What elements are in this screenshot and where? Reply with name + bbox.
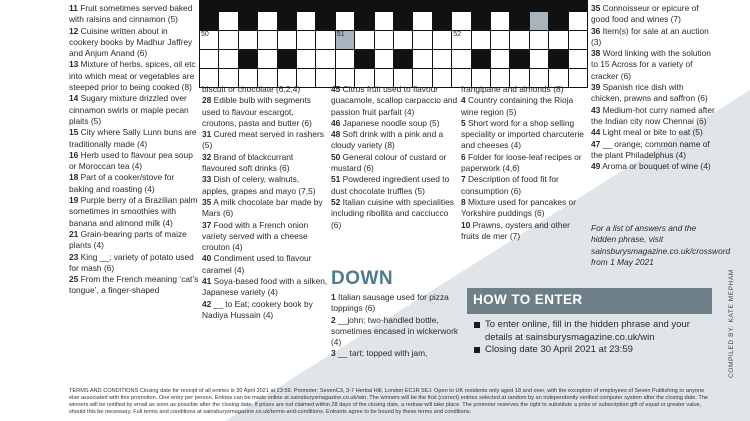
grid-cell[interactable] xyxy=(490,49,510,69)
clue xyxy=(591,161,715,172)
grid-cell[interactable] xyxy=(354,49,374,69)
clue xyxy=(202,174,328,197)
clue-number: 14 xyxy=(69,93,79,104)
grid-cell[interactable] xyxy=(548,49,568,69)
clue-text: Grain-bearing parts of maize plants (4) xyxy=(69,228,187,251)
clue-text: Short word for a shop selling speciality or imported charcuterie and cheeses (4) xyxy=(461,117,584,151)
clue xyxy=(202,197,328,220)
clue xyxy=(331,152,459,175)
clue-number: 2 xyxy=(331,314,336,325)
grid-cell[interactable] xyxy=(412,11,432,31)
clue-number: 8 xyxy=(461,196,466,207)
clue-number: 43 xyxy=(591,104,601,115)
clue xyxy=(69,127,199,150)
grid-cell[interactable] xyxy=(374,49,394,69)
grid-cell[interactable] xyxy=(568,49,588,69)
grid-cell[interactable] xyxy=(335,30,355,50)
clue-number: 11 xyxy=(69,3,78,13)
clue-text: Citrus fruit used to flavour guacamole, scallop carpaccio and passion fruit parfait (4) xyxy=(331,84,458,117)
clue xyxy=(461,152,589,175)
clue-text: Prawns, oysters and other fruits de mer (7) xyxy=(461,219,570,241)
clue-text: Dish of celery, walnuts, apples, grapes and mayo (7,5) xyxy=(202,174,316,196)
clue xyxy=(69,150,199,173)
clue-text: __ tart; topped with jam, xyxy=(338,348,428,359)
clue-number: 49 xyxy=(591,161,601,172)
grid-cell[interactable] xyxy=(315,49,335,69)
crossword-grid[interactable] xyxy=(199,0,591,82)
clue-text: Medium-hot curry named after the Indian city now Chennai (6) xyxy=(591,104,715,126)
grid-cell[interactable] xyxy=(490,11,510,31)
clue xyxy=(331,118,459,129)
grid-cell[interactable] xyxy=(432,49,452,69)
grid-cell[interactable] xyxy=(374,30,394,50)
grid-cell[interactable] xyxy=(257,49,277,69)
clue-number: 1 xyxy=(331,292,336,302)
clue xyxy=(591,105,715,128)
clue-number: 6 xyxy=(461,151,466,162)
grid-cell[interactable] xyxy=(238,30,258,50)
grid-cell[interactable] xyxy=(296,30,316,50)
grid-cell[interactable] xyxy=(238,11,258,31)
clue-number: 32 xyxy=(202,151,212,162)
clue-number: 25 xyxy=(69,274,79,285)
clue-number: 7 xyxy=(461,174,466,185)
clue-number: 16 xyxy=(69,149,79,160)
clue-text: Country containing the Rioja wine region (5) xyxy=(461,95,574,117)
clue xyxy=(69,3,199,26)
clues-column-2 xyxy=(202,84,328,321)
grid-cell[interactable] xyxy=(568,30,588,50)
clue-number: 41 xyxy=(202,276,212,287)
clue xyxy=(461,95,589,118)
clue-text: Aroma or bouquet of wine (4) xyxy=(602,161,711,172)
clue xyxy=(331,315,459,349)
clue-number: 10 xyxy=(461,219,471,230)
grid-cell[interactable] xyxy=(393,30,413,50)
clue xyxy=(331,197,459,231)
clue-text: __john; two-handled bottle, sometimes encased in wickerwork (4) xyxy=(331,314,459,348)
clue xyxy=(69,274,199,297)
grid-cell[interactable] xyxy=(548,30,568,50)
clue-text: Condiment used to flavour caramel (4) xyxy=(202,253,312,275)
grid-cell[interactable] xyxy=(471,30,491,50)
clue-text: Mixture of herbs, spices, oil etc into which meat or vegetables are steeped prior to being cooked (8) xyxy=(69,59,196,93)
clue-number: 23 xyxy=(69,251,79,262)
grid-cell[interactable] xyxy=(529,49,549,69)
grid-cell[interactable] xyxy=(509,11,529,31)
clue xyxy=(202,253,328,276)
clue-text: Cured meat served in rashers (5) xyxy=(202,129,324,151)
clue-text: Part of a cooker/stove for baking and roasting (4) xyxy=(69,172,175,194)
grid-cell[interactable] xyxy=(509,49,529,69)
clues-column-1 xyxy=(69,3,199,297)
clue-text: Fruit sometimes served baked with raisins and cinnamon (5) xyxy=(69,3,193,25)
clue xyxy=(202,84,328,95)
clue-number: 5 xyxy=(461,117,466,128)
clue-text: King __; variety of potato used for mash (6) xyxy=(69,251,194,273)
clue-number: 28 xyxy=(202,95,212,106)
clues-column-4 xyxy=(461,84,589,242)
clue xyxy=(461,197,589,220)
grid-cell[interactable] xyxy=(257,30,277,50)
clues-column-5 xyxy=(591,3,715,172)
clue xyxy=(202,152,328,175)
clue-text: Connoisseur or epicure of good food and wines (7) xyxy=(591,3,699,25)
grid-cell[interactable] xyxy=(529,11,549,31)
clue-number: 12 xyxy=(69,25,79,36)
how-to-enter-box xyxy=(467,288,712,314)
clue-number: 3 xyxy=(331,348,336,359)
grid-cell[interactable] xyxy=(451,49,471,69)
grid-cell[interactable] xyxy=(568,11,588,31)
terms-and-conditions: TERMS AND CONDITIONS Closing date for receipt of all entries is 30 April 2021 at 23:59. Promoter: SevenC3, 3-7 Herbal Hill, London EC1R 5EJ. Open to UK residents only aged 18 and over, with the exception of employees of Seven Publishing or anyone else associated with this promotion. One entry per person. Entries can be made online at sainsburysmagazine.co.uk/win. The winners will be the first (correct) entries selected at random by an independently verified computer system after the closing date. The winners will be notified by email as soon as possible after the closing date. If prizes are not claimed within 28 days of the closing date, a redraw will take place. The promoter reserves the right to substitute a prize or subscription gift of equal or greater value, should this be necessary. Full terms and conditions at sainsburysmagazine.co.uk/terms-and-conditions. Entrants agree to be bound by these terms and conditions. xyxy=(69,388,709,415)
clue-number: 36 xyxy=(591,25,601,36)
clue-number: 19 xyxy=(69,195,79,206)
grid-cell-number: 50 xyxy=(201,31,209,38)
clue xyxy=(591,3,715,26)
clue-text: Purple berry of a Brazilian palm sometimes in smoothies with banana and almond milk (4) xyxy=(69,195,198,228)
clue-number: 18 xyxy=(69,172,79,183)
grid-cell[interactable] xyxy=(432,11,452,31)
answers-note: For a list of answers and the hidden phrase, visit sainsburysmagazine.co.uk/crossword from 1 May 2021 xyxy=(591,223,731,267)
clue-text: Cuisine written about in cookery books by Madhur Jaffrey and Anjum Anand (6) xyxy=(69,25,193,59)
grid-cell[interactable] xyxy=(315,11,335,31)
grid-cell[interactable] xyxy=(199,30,219,50)
grid-cell[interactable] xyxy=(277,49,297,69)
grid-cell[interactable] xyxy=(451,11,471,31)
clue-text: General colour of custard or mustard (6) xyxy=(331,151,447,174)
clue xyxy=(591,127,715,138)
down-heading: DOWN xyxy=(331,268,394,289)
grid-cell[interactable] xyxy=(199,49,219,69)
clue-text: Japanese noodle soup (5) xyxy=(342,117,440,128)
clue xyxy=(69,229,199,252)
clue xyxy=(69,26,199,60)
grid-cell[interactable] xyxy=(412,30,432,50)
clue-number: 39 xyxy=(591,82,601,93)
grid-cell[interactable] xyxy=(296,11,316,31)
grid-cell[interactable] xyxy=(335,49,355,69)
clue-text: Mixture used for pancakes or Yorkshire puddings (6) xyxy=(461,196,576,219)
clue-number: 47 xyxy=(591,138,601,149)
clue xyxy=(202,220,328,254)
clue-text: City where Sally Lunn buns are traditionally made (4) xyxy=(69,127,197,149)
clue-number: 42 xyxy=(202,298,212,309)
grid-cell[interactable] xyxy=(374,11,394,31)
how-to-enter-heading: HOW TO ENTER xyxy=(473,292,583,307)
grid-cell[interactable] xyxy=(412,49,432,69)
clue-text: Powdered ingredient used to dust chocolate truffles (5) xyxy=(331,174,450,196)
clue-number: 33 xyxy=(202,174,212,185)
clue-text: Brand of blackcurrant flavoured soft drinks (6) xyxy=(202,151,294,174)
clue-number: 21 xyxy=(69,228,79,239)
grid-cell[interactable] xyxy=(238,49,258,69)
clue xyxy=(331,292,459,315)
clue-number: 44 xyxy=(591,127,601,138)
clue xyxy=(202,129,328,152)
grid-cell[interactable] xyxy=(471,49,491,69)
clue xyxy=(461,84,589,95)
grid-cell[interactable] xyxy=(471,11,491,31)
clue-text: Italian sausage used for pizza toppings (6) xyxy=(331,292,449,314)
grid-cell-number: 51 xyxy=(336,31,345,38)
clue-number: 4 xyxy=(461,95,466,106)
grid-cell[interactable] xyxy=(529,30,549,50)
grid-cell[interactable] xyxy=(509,30,529,50)
clue-text: Food with a French onion variety served with a cheese crouton (4) xyxy=(202,219,309,253)
clue xyxy=(461,220,589,243)
grid-cell[interactable] xyxy=(296,49,316,69)
clue-number: 46 xyxy=(331,117,341,128)
grid-cell[interactable] xyxy=(199,11,219,31)
clue xyxy=(591,82,715,105)
clue-number: 13 xyxy=(69,59,79,70)
grid-cell[interactable] xyxy=(393,49,413,69)
clue-text: Sugary mixture drizzled over cinnamon swirls or maple pecan plaits (5) xyxy=(69,93,189,126)
clue-number: 35 xyxy=(591,3,601,13)
clue xyxy=(69,195,199,229)
clue-text: From the French meaning ‘cat’s tongue’, a finger-shaped xyxy=(69,274,199,296)
clue-text: Soya-based food with a silken, Japanese variety (4) xyxy=(202,276,328,298)
clue-text: frangipane and almonds (8) xyxy=(461,84,564,94)
clue xyxy=(331,174,459,197)
grid-cell[interactable] xyxy=(218,49,238,69)
grid-cell[interactable] xyxy=(354,30,374,50)
clue-number: 51 xyxy=(331,174,341,185)
clue-text: Soft drink with a pink and a cloudy variety (8) xyxy=(331,129,444,151)
clue xyxy=(202,276,328,299)
clue-number: 40 xyxy=(202,253,212,264)
grid-cell-number: 52 xyxy=(453,31,461,38)
clue xyxy=(461,174,589,197)
clue-text: Herb used to flavour pea soup or Moroccan tea (4) xyxy=(69,149,193,172)
clue xyxy=(461,118,589,152)
clue xyxy=(591,48,715,82)
grid-cell[interactable] xyxy=(490,30,510,50)
clue-text: Folder for loose-leaf recipes or paperwork (4,6) xyxy=(461,151,582,174)
clue xyxy=(69,93,199,127)
clue-text: A milk chocolate bar made by Mars (6) xyxy=(202,196,323,219)
clue-number: 31 xyxy=(202,129,212,140)
clue xyxy=(69,252,199,275)
down-clues xyxy=(331,292,459,360)
clue xyxy=(69,59,199,93)
clue-text: biscuit or chocolate (6,2,4) xyxy=(202,84,301,94)
grid-cell[interactable] xyxy=(335,11,355,31)
clue-text: Spanish rice dish with chicken, prawns and saffron (6) xyxy=(591,82,708,104)
clues-column-3 xyxy=(331,84,459,231)
clue-text: Word linking with the solution to 15 Across for a variety of cracker (6) xyxy=(591,48,711,81)
clue xyxy=(331,348,459,359)
clue-number: 48 xyxy=(331,129,341,140)
entry-instructions xyxy=(473,319,718,357)
grid-cell[interactable] xyxy=(315,30,335,50)
entry-bullet-online: To enter online, fill in the hidden phrase and your details at sainsburysmagazine.co.uk/win xyxy=(473,319,718,344)
grid-cell[interactable] xyxy=(393,11,413,31)
clue-text: Description of food fit for consumption (6) xyxy=(461,174,559,196)
clue-number: 45 xyxy=(331,84,341,94)
clue xyxy=(591,26,715,49)
clue-number: 50 xyxy=(331,151,341,162)
clue-text: Italian cuisine with specialities including ribollita and cacciucco (6) xyxy=(331,196,454,230)
clue-number: 38 xyxy=(591,48,601,59)
grid-cell[interactable] xyxy=(354,11,374,31)
clue xyxy=(331,129,459,152)
clue-text: __ to Eat; cookery book by Nadiya Hussain (4) xyxy=(202,298,313,320)
clue-text: Item(s) for sale at an auction (3) xyxy=(591,25,709,47)
clue-text: Edible bulb with segments used to flavour escargot, croutons, pasta and butter (6) xyxy=(202,95,312,128)
compiler-credit: COMPILED BY: KATE MEPHAM xyxy=(728,269,735,378)
clue xyxy=(331,84,459,118)
grid-cell[interactable] xyxy=(432,30,452,50)
clue-number: 37 xyxy=(202,219,212,230)
clue-text: Light meal or bite to eat (5) xyxy=(602,127,703,138)
grid-cell[interactable] xyxy=(277,11,297,31)
grid-cell[interactable] xyxy=(277,30,297,50)
clue-number: 15 xyxy=(69,127,79,138)
clue xyxy=(69,172,199,195)
clue-number: 52 xyxy=(331,196,341,207)
grid-cell[interactable] xyxy=(257,11,277,31)
clue xyxy=(202,95,328,129)
clue-text: __ orange; common name of the plant Philadelphus (4) xyxy=(591,138,710,160)
grid-cell[interactable] xyxy=(451,30,471,50)
grid-cell[interactable] xyxy=(548,11,568,31)
entry-bullet-closing-date: Closing date 30 April 2021 at 23:59 xyxy=(473,344,718,357)
grid-cell[interactable] xyxy=(218,30,238,50)
clue-number: 35 xyxy=(202,196,212,207)
clue xyxy=(202,299,328,322)
clue xyxy=(591,139,715,162)
grid-cell[interactable] xyxy=(218,11,238,31)
